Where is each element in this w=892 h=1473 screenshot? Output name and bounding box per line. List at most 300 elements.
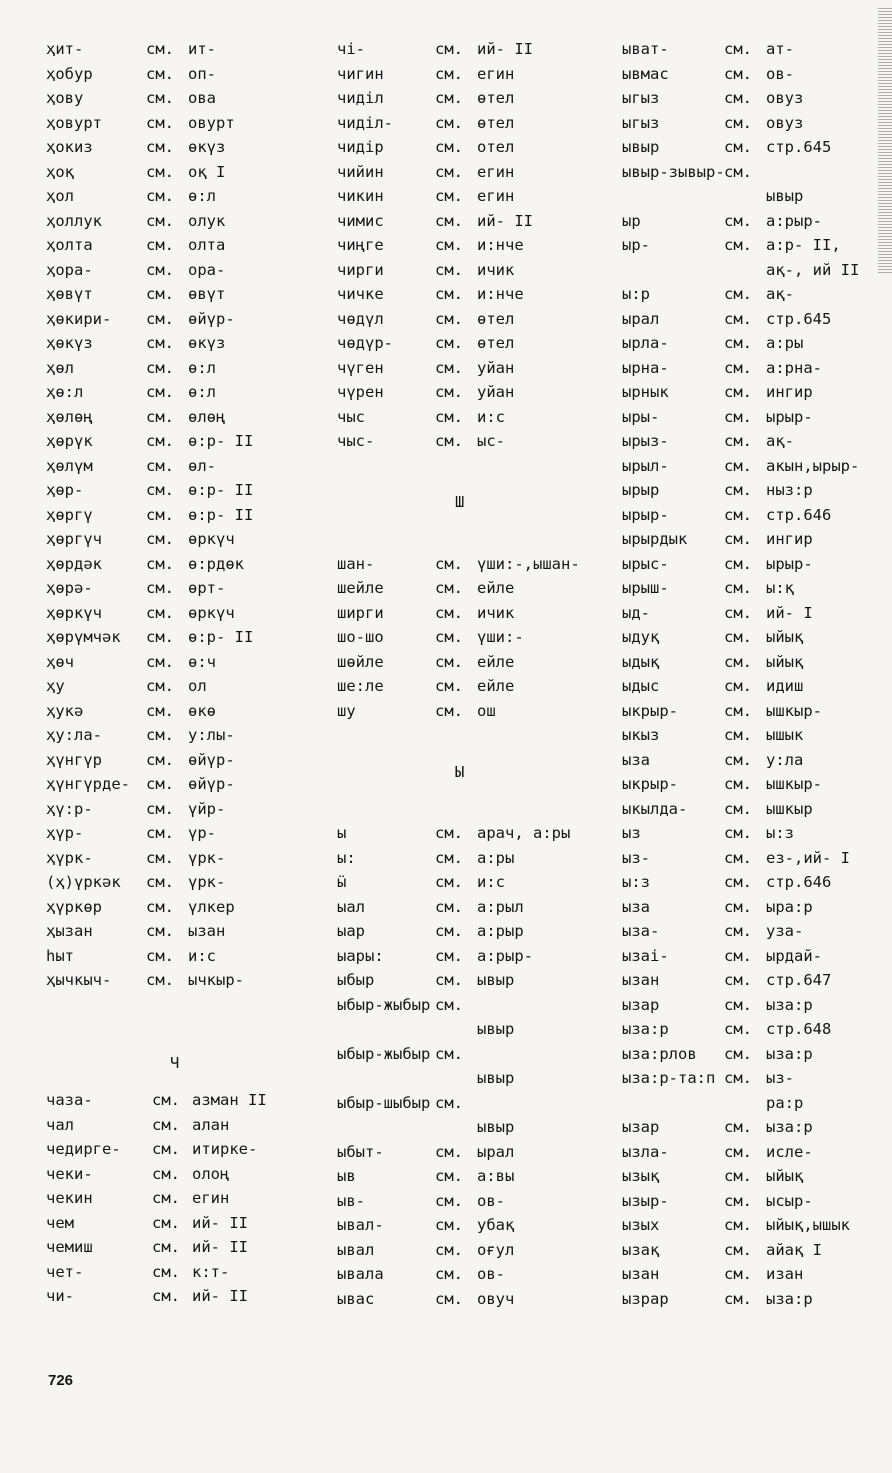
entry-target: ышкыр-: [766, 775, 822, 793]
entry-headword: ҳычкыч-: [46, 971, 112, 989]
entry-row: [622, 405, 872, 430]
see-abbrev: см.: [146, 824, 174, 842]
entry-target: и:с: [188, 946, 216, 965]
see-abbrev: см.: [435, 995, 463, 1014]
see-abbrev: см.: [724, 995, 752, 1014]
entry-row: [622, 748, 872, 773]
entry-headword: ҳүркөр: [46, 897, 102, 916]
entry-target: ыза:р: [766, 1044, 813, 1063]
see-abbrev: см.: [724, 358, 752, 377]
entry-target: стр.648: [766, 1020, 832, 1038]
entry-row: [622, 1238, 872, 1263]
entry-row: [46, 944, 306, 969]
entry-headword: ҳөвүт: [46, 285, 93, 303]
entry-row: [337, 331, 607, 356]
see-abbrev: см.: [152, 1213, 180, 1232]
entry-headword: ыар: [337, 922, 365, 940]
entry-headword: ҳөкүз: [46, 334, 93, 352]
entry-row: [622, 1189, 872, 1214]
entry-target: ыйық: [766, 628, 804, 646]
entry-target: ывыр: [477, 1020, 515, 1038]
entry-target: ий- II: [192, 1213, 248, 1232]
entry-headword: ҳөркүч: [46, 603, 102, 622]
see-abbrev: см.: [724, 505, 752, 524]
entry-headword: ырыр-: [622, 505, 669, 524]
entry-target: стр.646: [766, 505, 832, 524]
entry-row: [622, 454, 872, 479]
entry-headword: чаза-: [46, 1091, 93, 1109]
see-abbrev: см.: [435, 138, 463, 156]
entry-target: үр-: [188, 824, 216, 842]
entry-headword: ырыл-: [622, 456, 669, 475]
see-abbrev: см.: [724, 334, 752, 352]
entry-headword: ширги: [337, 603, 384, 622]
entry-row: [46, 405, 306, 430]
see-abbrev: см.: [435, 1191, 463, 1210]
entry-headword: ырла-: [622, 334, 669, 352]
see-abbrev: см.: [724, 1265, 752, 1283]
entry-row: [46, 748, 306, 773]
entry-headword: ҳора-: [46, 260, 93, 279]
see-abbrev: см.: [146, 211, 174, 230]
entry-row: [46, 429, 306, 454]
entry-headword: ҳөрдәк: [46, 554, 102, 573]
see-abbrev: см.: [724, 1240, 752, 1259]
entry-row: [46, 870, 306, 895]
entry-headword: ҳоллук: [46, 211, 102, 230]
see-abbrev: см.: [146, 799, 174, 818]
see-abbrev: см.: [146, 138, 174, 156]
entry-row: [622, 160, 872, 185]
entry-row: [46, 331, 306, 356]
see-abbrev: см.: [435, 824, 463, 842]
see-abbrev: см.: [146, 530, 174, 548]
entry-headword: ы:р: [622, 285, 650, 303]
entry-headword: ыдыс: [622, 677, 660, 695]
entry-headword: ыбыр-шыбыр: [337, 1093, 431, 1112]
see-abbrev: см.: [146, 922, 174, 940]
entry-target: ы:з: [766, 824, 794, 842]
entry-headword: ызаі-: [622, 946, 669, 965]
entry-headword: чиділ: [337, 89, 384, 107]
entry-headword: ызрар: [622, 1289, 669, 1308]
entry-headword: ыбыр-жыбыр: [337, 995, 431, 1014]
see-abbrev: см.: [724, 456, 752, 475]
entry-row: [622, 1115, 872, 1140]
entry-row: [337, 968, 607, 993]
entry-headword: ызыр-: [622, 1191, 669, 1210]
section-heading: Ш: [455, 493, 465, 511]
column-1: [46, 37, 306, 993]
entry-target: айақ I: [766, 1240, 822, 1259]
entry-row: [337, 258, 607, 283]
entry-row: [622, 919, 872, 944]
see-abbrev: см.: [724, 603, 752, 622]
see-abbrev: см.: [435, 701, 463, 720]
entry-target: а:ры: [477, 848, 515, 867]
see-abbrev: см.: [724, 162, 752, 181]
entry-target: арач, а:ры: [477, 824, 571, 842]
entry-headword: ҳөч: [46, 652, 74, 671]
see-abbrev: см.: [724, 309, 752, 328]
entry-headword: ҳолта: [46, 236, 93, 254]
entry-headword: ызан: [622, 971, 660, 989]
entry-row: [622, 1140, 872, 1165]
see-abbrev: см.: [435, 554, 463, 573]
see-abbrev: см.: [152, 1189, 180, 1207]
entry-headword: ывас: [337, 1289, 375, 1308]
see-abbrev: см.: [724, 579, 752, 597]
entry-row: [337, 160, 607, 185]
entry-row: [622, 870, 872, 895]
see-abbrev: см.: [435, 1167, 463, 1185]
entry-headword: ҳөргүч: [46, 530, 102, 548]
entry-target: ейле: [477, 652, 515, 671]
entry-headword: ыал: [337, 897, 365, 916]
entry-row: [622, 772, 872, 797]
entry-target: ов-: [477, 1265, 505, 1283]
entry-headword: ы: [337, 824, 347, 842]
entry-row: [337, 135, 607, 160]
entry-target: а:рна-: [766, 358, 822, 377]
see-abbrev: см.: [724, 1216, 752, 1234]
entry-target: ывыр: [477, 1069, 515, 1087]
entry-row: [337, 919, 607, 944]
entry-row: [622, 478, 872, 503]
see-abbrev: см.: [724, 1020, 752, 1038]
entry-headword: ҳүнгүр: [46, 750, 102, 769]
entry-target: егин: [192, 1189, 230, 1207]
entry-headword: һыт: [46, 946, 74, 965]
see-abbrev: см.: [146, 383, 174, 401]
entry-headword: ыкрыр-: [622, 775, 678, 793]
see-abbrev: см.: [146, 897, 174, 916]
entry-target: ий- I: [766, 603, 813, 622]
entry-row: [337, 625, 607, 650]
see-abbrev: см.: [435, 628, 463, 646]
entry-target: егин: [477, 187, 515, 205]
entry-headword: ыары:: [337, 946, 384, 965]
see-abbrev: см.: [724, 138, 752, 156]
section-heading-ch: Ч: [170, 1054, 180, 1072]
entry-target: өвүт: [188, 285, 226, 303]
see-abbrev: см.: [724, 64, 752, 83]
entry-target: ез-,ий- I: [766, 848, 850, 867]
see-abbrev: см.: [435, 1142, 463, 1161]
entry-target: ат-: [766, 40, 794, 58]
see-abbrev: см.: [724, 89, 752, 107]
entry-row: [337, 307, 607, 332]
entry-row: [46, 1088, 306, 1113]
entry-headword: чийин: [337, 162, 384, 181]
entry-headword: ҳөрә-: [46, 579, 93, 597]
see-abbrev: см.: [724, 481, 752, 499]
entry-target: ө:л: [188, 358, 216, 377]
see-abbrev: см.: [724, 873, 752, 891]
see-abbrev: см.: [435, 334, 463, 352]
entry-row: [337, 576, 607, 601]
page-number: 726: [48, 1372, 74, 1389]
entry-headword: ывал: [337, 1240, 375, 1259]
section-ch: [46, 1054, 306, 1309]
see-abbrev: см.: [435, 1289, 463, 1308]
entry-headword: чет-: [46, 1262, 84, 1281]
entry-headword: шан-: [337, 554, 375, 573]
entry-row: [46, 797, 306, 822]
entry-target: ов-: [766, 64, 794, 83]
entry-headword: ы:з: [622, 873, 650, 891]
entry-row: [622, 380, 872, 405]
entry-row: [337, 1091, 607, 1116]
see-abbrev: см.: [435, 1216, 463, 1234]
entry-headword: чи-: [46, 1287, 74, 1305]
entry-target: өйүр-: [188, 750, 235, 769]
entry-row: [622, 674, 872, 699]
entry-target: овуч: [477, 1289, 515, 1308]
entry-target: өркүч: [188, 530, 235, 548]
entry-headword: ызық: [622, 1167, 660, 1185]
see-abbrev: см.: [435, 922, 463, 940]
see-abbrev: см.: [146, 971, 174, 989]
entry-headword: ыкрыр-: [622, 701, 678, 720]
entry-headword: чедирге-: [46, 1140, 121, 1158]
entry-target: овуз: [766, 113, 804, 132]
entry-row: [337, 1164, 607, 1189]
entry-row: [622, 650, 872, 675]
entry-headword: ҳөлөң: [46, 407, 93, 426]
entry-row: [337, 1066, 607, 1091]
entry-target: ырал: [477, 1142, 515, 1161]
entry-row: [46, 1284, 306, 1309]
entry-headword: ҳө:л: [46, 383, 84, 401]
see-abbrev: см.: [724, 922, 752, 940]
entry-row: [622, 821, 872, 846]
entry-headword: чөдүр-: [337, 334, 393, 352]
see-abbrev: см.: [146, 40, 174, 58]
entry-target: ышык: [766, 726, 804, 744]
entry-row: [337, 1189, 607, 1214]
see-abbrev: см.: [435, 113, 463, 132]
entry-target: ыс-: [477, 432, 505, 450]
see-abbrev: см.: [146, 603, 174, 622]
entry-row: [622, 282, 872, 307]
entry-row: [622, 135, 872, 160]
entry-target: өтел: [477, 309, 515, 328]
entry-target: азман II: [192, 1091, 267, 1109]
see-abbrev: см.: [435, 971, 463, 989]
see-abbrev: см.: [435, 1093, 463, 1112]
entry-row: [337, 62, 607, 87]
see-abbrev: см.: [146, 432, 174, 450]
entry-headword: ырнык: [622, 383, 669, 401]
entry-headword: ызла-: [622, 1142, 669, 1161]
entry-headword: чекин: [46, 1189, 93, 1207]
entry-row: [622, 1164, 872, 1189]
see-abbrev: см.: [152, 1140, 180, 1158]
entry-headword: ҳокиз: [46, 138, 93, 156]
see-abbrev: см.: [146, 64, 174, 83]
entry-row: [622, 993, 872, 1018]
entry-target: а:ры: [766, 334, 804, 352]
entry-row: [46, 821, 306, 846]
entry-headword: ҳөрүмчәк: [46, 628, 121, 646]
entry-target: а:рыр-: [477, 946, 533, 965]
see-abbrev: см.: [146, 701, 174, 720]
entry-target: ов-: [477, 1191, 505, 1210]
entry-target: ақ-, ий II: [766, 260, 860, 279]
see-abbrev: см.: [724, 946, 752, 965]
entry-target: ыйық: [766, 652, 804, 671]
see-abbrev: см.: [724, 554, 752, 573]
entry-target: и:нче: [477, 236, 524, 254]
entry-target: оғул: [477, 1240, 515, 1259]
entry-target: олоң: [192, 1164, 230, 1183]
entry-target: оп-: [188, 64, 216, 83]
entry-target: ышкыр-: [766, 701, 822, 720]
entry-row: [337, 601, 607, 626]
entry-row: [46, 184, 306, 209]
entry-row: [337, 429, 607, 454]
entry-row: [46, 1162, 306, 1187]
see-abbrev: см.: [146, 579, 174, 597]
entry-row: [337, 1017, 607, 1042]
entry-headword: чөдүл: [337, 309, 384, 328]
entry-headword: чикин: [337, 187, 384, 205]
entry-row: [622, 723, 872, 748]
see-abbrev: см.: [146, 628, 174, 646]
entry-row: [337, 993, 607, 1018]
see-abbrev: см.: [724, 1167, 752, 1185]
entry-headword: ҳүрк-: [46, 848, 93, 867]
entry-headword: чүрен: [337, 383, 384, 401]
entry-target: үши:-,ышан-: [477, 554, 580, 573]
entry-headword: ызар: [622, 995, 660, 1014]
entry-row: [46, 552, 306, 577]
entry-row: [337, 846, 607, 871]
see-abbrev: см.: [152, 1164, 180, 1183]
entry-row: [46, 1137, 306, 1162]
entry-headword: ыза:рлов: [622, 1044, 697, 1063]
entry-row: [46, 1186, 306, 1211]
entry-headword: ҳову: [46, 89, 84, 107]
entry-headword: ӹ: [337, 873, 347, 891]
see-abbrev: см.: [435, 383, 463, 401]
entry-row: [46, 233, 306, 258]
entry-headword: ывыр-зывыр-: [622, 162, 725, 181]
entry-headword: ыза: [622, 897, 650, 916]
entry-row: [337, 895, 607, 920]
see-abbrev: см.: [435, 897, 463, 916]
entry-target: отел: [477, 138, 515, 156]
entry-headword: ыр: [622, 211, 641, 230]
entry-row: [337, 233, 607, 258]
column-3: [622, 37, 872, 1311]
entry-row: [46, 919, 306, 944]
entry-headword: ызақ: [622, 1240, 660, 1259]
entry-target: исле-: [766, 1142, 813, 1161]
entry-headword: ы:: [337, 848, 356, 867]
entry-headword: чичке: [337, 285, 384, 303]
entry-headword: ырна-: [622, 358, 669, 377]
see-abbrev: см.: [152, 1287, 180, 1305]
entry-row: [46, 478, 306, 503]
entry-row: [337, 380, 607, 405]
entry-headword: ырырдык: [622, 530, 688, 548]
entry-headword: ҳөл: [46, 358, 74, 377]
entry-row: [337, 1213, 607, 1238]
see-abbrev: см.: [724, 383, 752, 401]
entry-target: а:рыр-: [766, 211, 822, 230]
entry-headword: ҳөр-: [46, 481, 84, 499]
entry-row: [622, 527, 872, 552]
entry-headword: шу: [337, 701, 356, 720]
entry-row: [337, 86, 607, 111]
entry-row: [337, 944, 607, 969]
entry-target: ө:р- II: [188, 628, 254, 646]
entry-headword: ыза-: [622, 922, 660, 940]
entry-target: егин: [477, 162, 515, 181]
entry-row: [337, 699, 607, 724]
entry-row: [337, 1042, 607, 1067]
entry-headword: чирги: [337, 260, 384, 279]
entry-row: [46, 282, 306, 307]
entry-target: ыза:р: [766, 1289, 813, 1308]
entry-target: ывыр: [477, 1118, 515, 1136]
entry-headword: ҳү:р-: [46, 799, 93, 818]
entry-headword: ырыш-: [622, 579, 669, 597]
see-abbrev: см.: [146, 848, 174, 867]
entry-target: стр.645: [766, 309, 832, 328]
entry-row: [622, 968, 872, 993]
entry-target: овуз: [766, 89, 804, 107]
entry-target: ий- II: [477, 211, 533, 230]
entry-target: егин: [477, 64, 515, 83]
entry-target: идиш: [766, 677, 804, 695]
see-abbrev: см.: [435, 187, 463, 205]
see-abbrev: см.: [146, 113, 174, 132]
entry-headword: ырыз-: [622, 432, 669, 450]
entry-target: ингир: [766, 530, 813, 548]
see-abbrev: см.: [146, 358, 174, 377]
entry-row: [46, 307, 306, 332]
entry-headword: ызых: [622, 1216, 660, 1234]
entry-row: [622, 233, 872, 258]
entry-row: [46, 380, 306, 405]
entry-headword: ҳит-: [46, 40, 84, 58]
entry-target: убақ: [477, 1216, 515, 1234]
entry-row: [46, 454, 306, 479]
entry-target: үрк-: [188, 848, 226, 867]
entry-headword: ыр-: [622, 236, 650, 254]
see-abbrev: см.: [724, 1044, 752, 1063]
see-abbrev: см.: [724, 1191, 752, 1210]
entry-row: [46, 576, 306, 601]
entry-row: [622, 895, 872, 920]
entry-target: уйан: [477, 383, 515, 401]
entry-target: и:нче: [477, 285, 524, 303]
see-abbrev: см.: [146, 407, 174, 426]
entry-target: ий- II: [477, 40, 533, 58]
entry-row: [622, 1091, 872, 1116]
entry-headword: ыбыт-: [337, 1142, 384, 1161]
entry-target: ырыр-: [766, 554, 813, 573]
entry-target: ыйық,ышык: [766, 1216, 850, 1234]
entry-row: [46, 37, 306, 62]
see-abbrev: см.: [724, 530, 752, 548]
see-abbrev: см.: [724, 211, 752, 230]
entry-row: [337, 674, 607, 699]
entry-row: [622, 1287, 872, 1312]
